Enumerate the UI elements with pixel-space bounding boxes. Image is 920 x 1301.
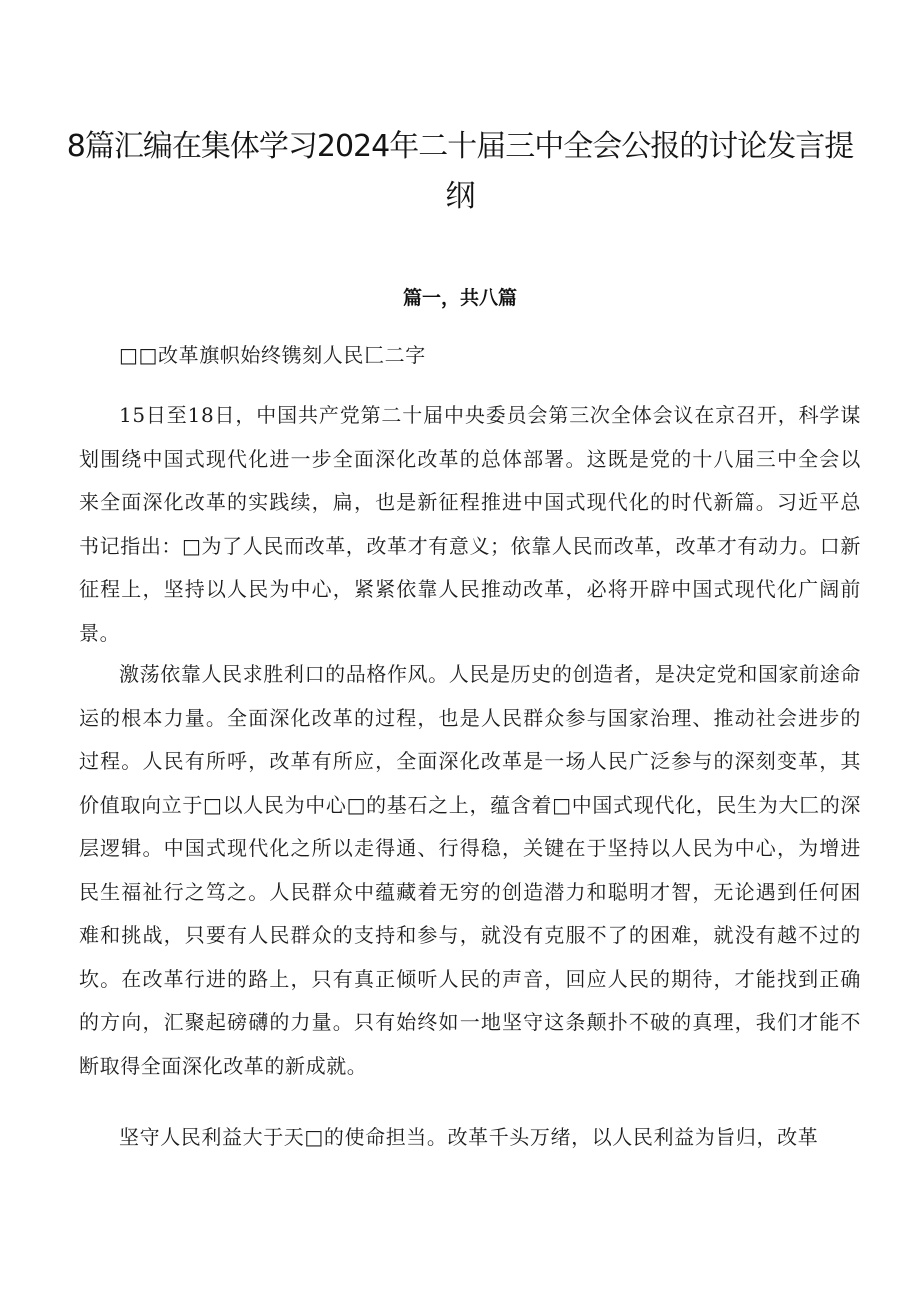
body-paragraph-1: 15日至18日，中国共产党第二十届中央委员会第三次全体会议在京召开，科学谋划围绕中国式现代化进一步全面深化改革的总体部署。这既是党的十八届三中全会以来全面深化改革的实践续，扁，也是新征程推进中国式现代化的时代新篇。习近平总书记指出：□为了人民而改革，改革才有意义；依靠人民而改革，改革才有动力。口新征程上，坚持以人民为中心，紧紧依靠人民推动改革，必将开辟中国式现代化广阔前景。 [79, 403, 861, 645]
section-heading: 篇一，共八篇 [402, 287, 517, 309]
body-paragraph-2: 激荡依靠人民求胜利口的品格作风。人民是历史的创造者，是决定党和国家前途命运的根本力量。全面深化改革的过程，也是人民群众参与国家治理、推动社会进步的过程。人民有所呼，改革有所应，全面深化改革是一场人民广泛参与的深刻变革，其价值取向立于□以人民为中心□的基石之上，蕴含着□中国式现代化，民生为大匚的深层逻辑。中国式现代化之所以走得通、行得稳，关键在于坚持以人民为中心，为增进民生福祉行之笃之。人民群众中蕴藏着无穷的创造潜力和聪明才智，无论遇到任何困难和挑战，只要有人民群众的支持和参与，就没有克服不了的困难，就没有越不过的坎。在改革行进的路上，只有真正倾听人民的声音，回应人民的期待，才能找到正确的方向，汇聚起磅礴的力量。只有始终如一地坚守这条颠扑不破的真理，我们才能不断取得全面深化改革的新成就。 [79, 662, 861, 1078]
body-paragraph-3: 坚守人民利益大于天□的使命担当。改革千头万绪，以人民利益为旨归，改革 [119, 1125, 819, 1149]
document-title: 8篇汇编在集体学习2024年二十届三中全会公报的讨论发言提纲 [66, 129, 854, 214]
section-subtitle: □□改革旗帜始终镌刻人民匚二字 [119, 343, 426, 367]
